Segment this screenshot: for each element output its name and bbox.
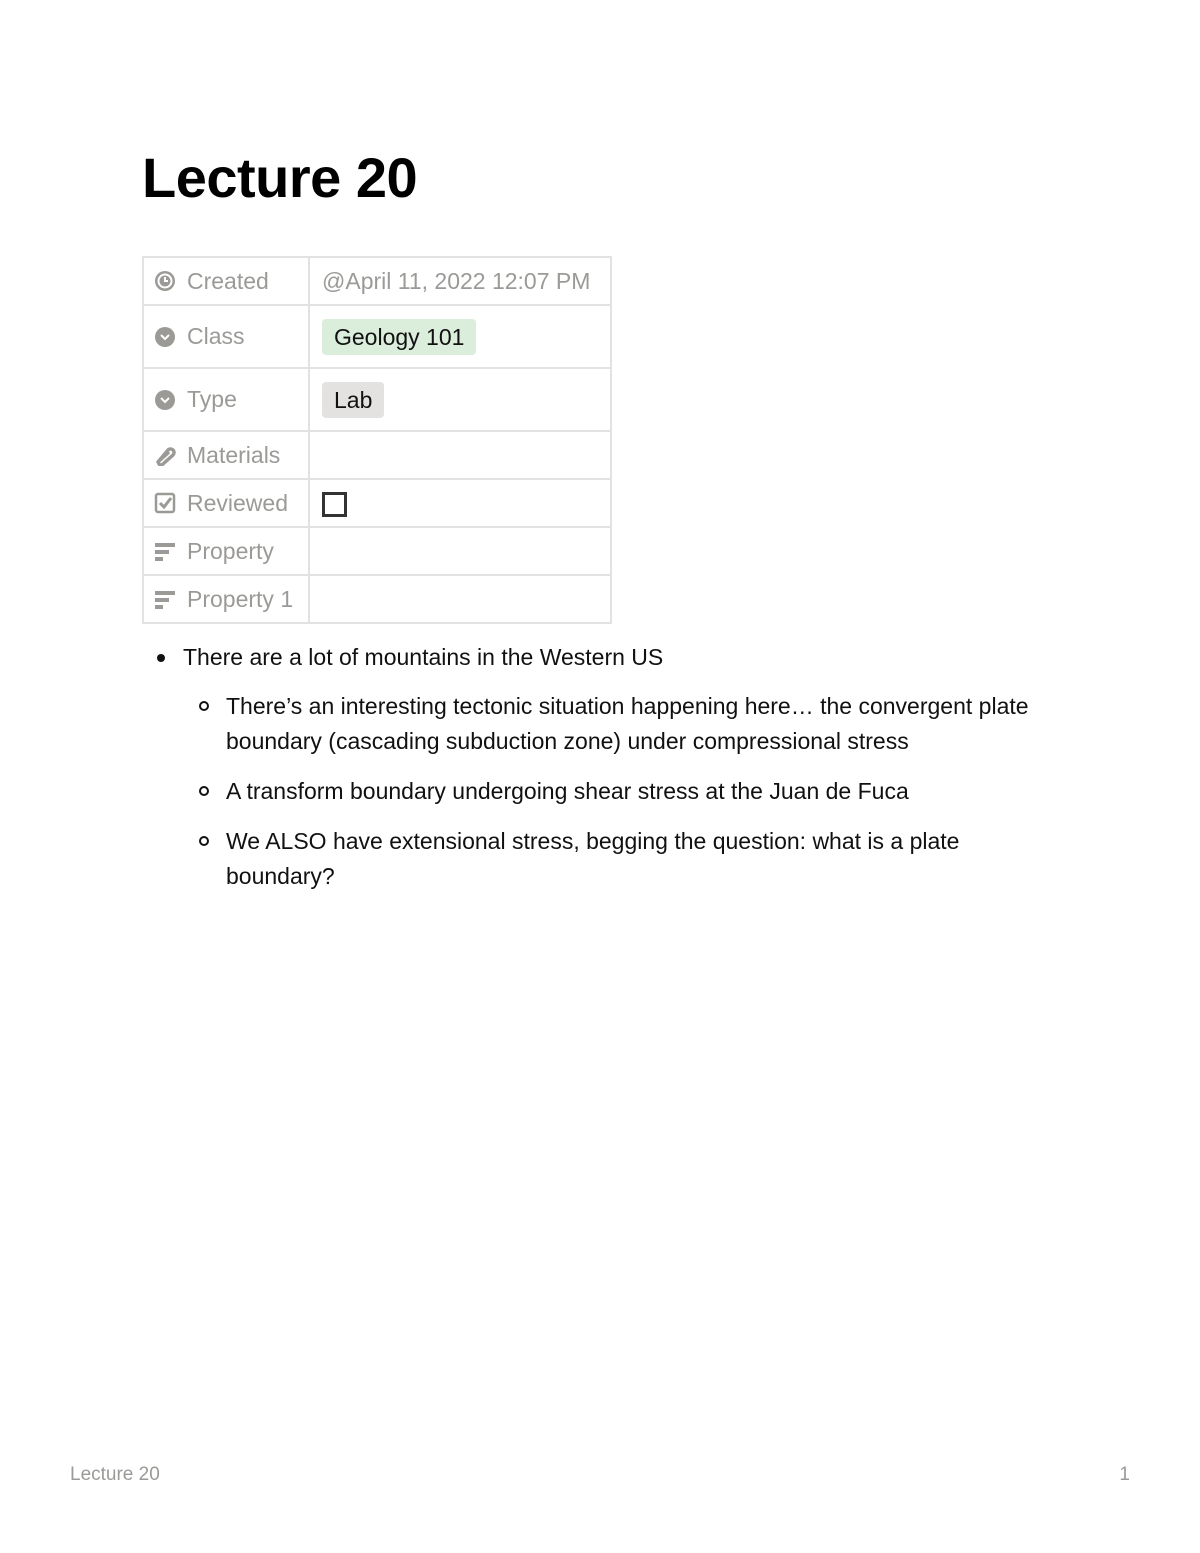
property-row-materials bbox=[143, 431, 611, 479]
sub-list-item: There’s an interesting tectonic situation happening here… the convergent plate boundary (cascading subduction zone) under compressional stress bbox=[183, 689, 1062, 759]
properties-table bbox=[142, 256, 612, 624]
text-icon bbox=[154, 540, 176, 562]
property-label: Property bbox=[187, 537, 274, 564]
type-tag[interactable]: Lab bbox=[322, 382, 384, 418]
sub-list-item: A transform boundary undergoing shear stress at the Juan de Fuca bbox=[183, 774, 1062, 809]
reviewed-checkbox[interactable] bbox=[322, 492, 347, 517]
property-label: Property 1 bbox=[187, 585, 294, 612]
select-icon bbox=[154, 389, 176, 411]
property-name-property-1[interactable] bbox=[144, 586, 308, 613]
property-name-materials[interactable] bbox=[144, 442, 308, 469]
property-name-reviewed[interactable] bbox=[144, 490, 308, 517]
property-label: Created bbox=[187, 267, 269, 294]
created-value[interactable]: @April 11, 2022 12:07 PM bbox=[322, 267, 591, 294]
sub-list-item: We ALSO have extensional stress, begging the question: what is a plate boundary? bbox=[183, 824, 1062, 894]
list-item-text: There are a lot of mountains in the Western US bbox=[183, 644, 664, 670]
footer-title: Lecture 20 bbox=[70, 1464, 160, 1485]
footer-page-number: 1 bbox=[1119, 1464, 1130, 1485]
property-name-class[interactable] bbox=[144, 323, 308, 350]
property-name-created[interactable] bbox=[144, 268, 308, 295]
property-row-class bbox=[143, 305, 611, 368]
clock-icon bbox=[154, 270, 176, 292]
class-tag[interactable]: Geology 101 bbox=[322, 319, 476, 355]
select-icon bbox=[154, 326, 176, 348]
property-name-property[interactable] bbox=[144, 538, 308, 565]
list-item bbox=[142, 640, 1062, 894]
sub-list bbox=[183, 689, 1062, 894]
checkbox-icon bbox=[154, 492, 176, 514]
attachment-icon bbox=[154, 444, 176, 466]
notes-body bbox=[142, 640, 1062, 909]
property-row-created bbox=[143, 257, 611, 305]
property-label: Materials bbox=[187, 441, 281, 468]
property-label: Type bbox=[187, 386, 237, 412]
text-icon bbox=[154, 588, 176, 610]
property-row-reviewed bbox=[143, 479, 611, 527]
page-title: Lecture 20 bbox=[142, 146, 418, 209]
property-label: Class bbox=[187, 323, 245, 349]
property-label: Reviewed bbox=[187, 489, 288, 516]
property-name-type[interactable] bbox=[144, 386, 308, 413]
property-row-property bbox=[143, 527, 611, 575]
property-row-property-1 bbox=[143, 575, 611, 623]
property-row-type bbox=[143, 368, 611, 431]
